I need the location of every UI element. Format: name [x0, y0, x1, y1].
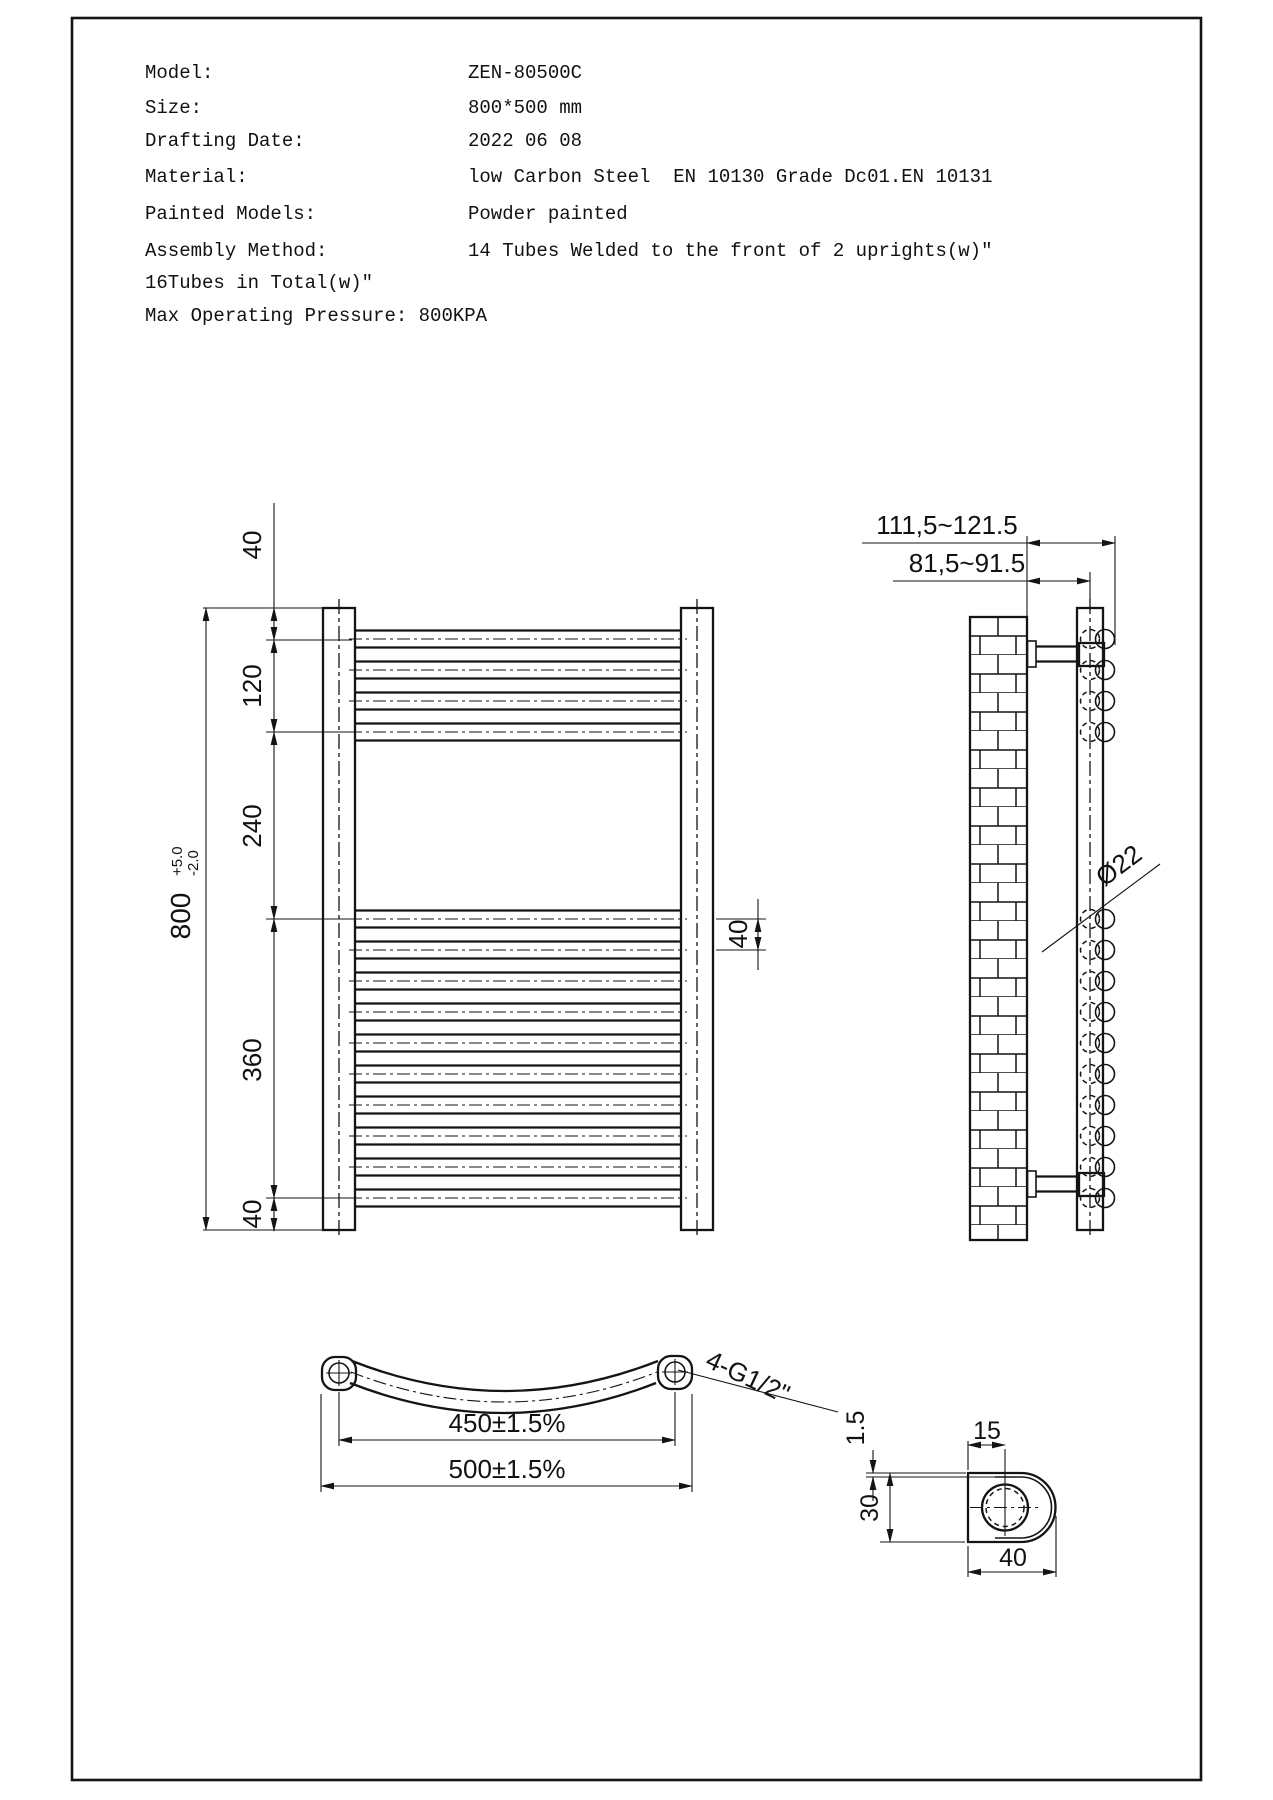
spec-label: Size:	[145, 97, 203, 119]
dim-label-240: 240	[237, 804, 267, 848]
spec-label: Drafting Date:	[145, 130, 305, 152]
tolerance-minus: -2.0	[185, 850, 202, 876]
svg-text:800: 800	[165, 892, 196, 940]
plan-view	[321, 1344, 838, 1492]
dim-label-pitch-40: 40	[723, 919, 753, 949]
spec-label: Material:	[145, 166, 248, 188]
tolerance-plus: +5.0	[169, 846, 186, 876]
dim-label-overall-800	[165, 846, 202, 939]
spec-value: Powder painted	[468, 203, 628, 225]
dim-label-360: 360	[237, 1038, 267, 1082]
spec-value: low Carbon Steel EN 10130 Grade Dc01.EN 10131	[468, 166, 993, 188]
spec-note-line: 16Tubes in Total(w)"	[145, 272, 374, 294]
tube-section-end	[1096, 1065, 1115, 1084]
tube-section-end	[1096, 1003, 1115, 1022]
dim-label-wall-far: 111,5~121.5	[876, 510, 1018, 540]
dim-label-40: 40	[999, 1544, 1027, 1572]
tube-section-end	[1096, 910, 1115, 929]
dim-label-top-40: 40	[237, 530, 267, 560]
tube-section-end	[1096, 1034, 1115, 1053]
svg-text:4-G1/2": 4-G1/2"	[701, 1344, 795, 1409]
bottom-bracket	[1028, 1171, 1105, 1197]
front-view	[165, 503, 766, 1239]
spec-label: Assembly Method:	[145, 240, 328, 262]
spec-value: 2022 06 08	[468, 130, 583, 152]
svg-text:Ø22: Ø22	[1089, 838, 1148, 892]
sheet-border	[72, 18, 1201, 1780]
tube-section-end	[1096, 723, 1115, 742]
dim-label-plan-overall: 500±1.5%	[448, 1454, 566, 1484]
detail-view	[842, 1411, 1056, 1577]
spec-value: 14 Tubes Welded to the front of 2 uprights(w)"	[468, 240, 993, 262]
spec-label: Painted Models:	[145, 203, 317, 225]
front-tubes	[349, 631, 687, 1207]
side-tube-sections	[1081, 630, 1115, 1208]
wall-section	[970, 617, 1027, 1240]
spec-label: Model:	[145, 62, 214, 84]
top-bracket	[1028, 641, 1105, 667]
side-view	[862, 510, 1160, 1240]
dim-label-1-5: 1.5	[842, 1410, 870, 1446]
tube-section-end	[1096, 941, 1115, 960]
dim-label-30: 30	[856, 1494, 884, 1522]
dim-label-tube-diameter	[1090, 838, 1147, 892]
dim-label-wall-near: 81,5~91.5	[908, 548, 1026, 578]
spec-value: ZEN-80500C	[468, 62, 583, 84]
tube-section-end	[1096, 1127, 1115, 1146]
spec-value: 800*500 mm	[468, 97, 583, 119]
thread-note-label	[701, 1344, 794, 1409]
tube-section-end	[1096, 692, 1115, 711]
tube-section-end	[1096, 1096, 1115, 1115]
dim-label-bottom-40: 40	[237, 1199, 267, 1229]
dim-label-120: 120	[237, 664, 267, 708]
dim-label-centres: 450±1.5%	[448, 1408, 566, 1438]
spec-pressure-line: Max Operating Pressure: 800KPA	[145, 305, 488, 327]
dim-label-15: 15	[973, 1417, 1001, 1445]
tube-section-end	[1096, 972, 1115, 991]
